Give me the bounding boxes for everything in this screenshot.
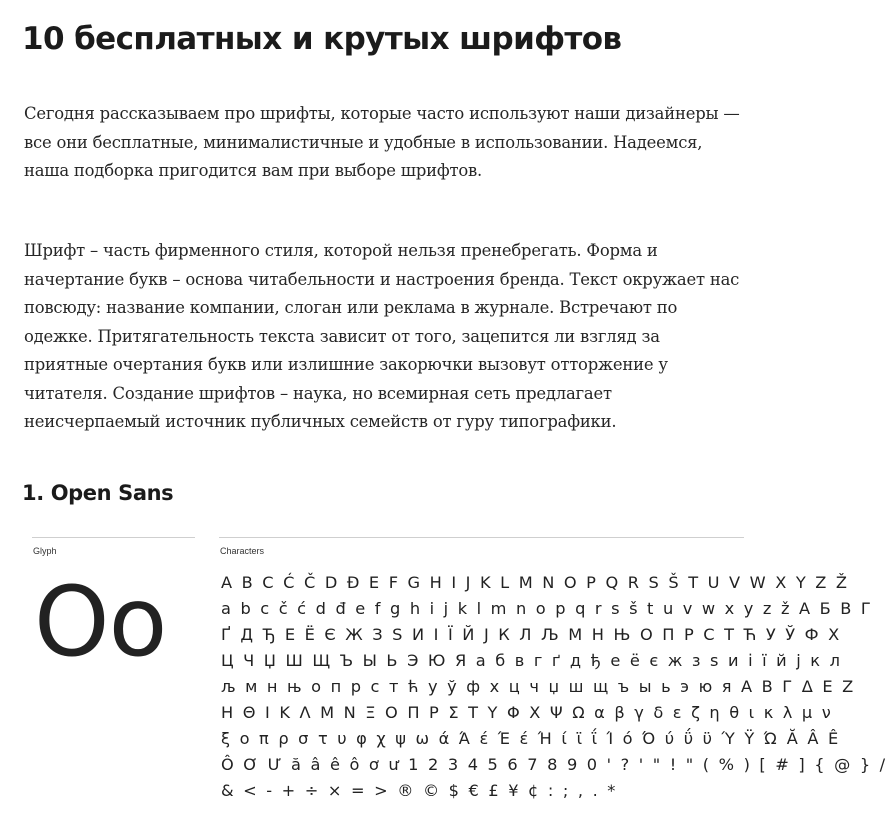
glyph-divider [32, 537, 195, 538]
characters-label: Characters [220, 546, 265, 556]
page-title: 10 бесплатных и крутых шрифтов [22, 21, 622, 57]
character-row: Ґ Д Ђ Е Ё Є Ж З Ѕ И І Ї Й Ј К Л Љ М Н Њ О П Р С Т Ћ У Ў Ф Х [221, 625, 842, 644]
section-heading-open-sans: 1. Open Sans [22, 481, 174, 505]
body-paragraph: Шрифт – часть фирменного стиля, которой нельзя пренебрегать. Форма и начертание букв – основа читабельности и настроения бренда. Текст окружает нас повсюду: название компании, слоган или реклама в журнале. Встречают по одежке. Притягательность текста зависит от того, зацепится ли взгляд за приятные очертания букв или излишние закорючки вызовут отторжение у читателя. Создание шрифтов – наука, но всемирная сеть предлагает неисчерпаемый источник публичных семейств от гуру типографики. [24, 241, 740, 431]
character-row: ξ ο π ρ σ τ υ φ χ ψ ω ά Ά έ Έ έ Ή ί ϊ ΐ Ί ό Ό ύ ΰ ϋ Ύ Ϋ Ώ Ă Â Ê [221, 729, 841, 748]
character-row: Ц Ч Џ Ш Щ Ъ Ы Ь Э Ю Я а б в г ґ д ђ е ё є ж з ѕ и і ї й ј к л [221, 651, 843, 670]
character-set [221, 570, 887, 804]
character-row: A B C Ć Č D Đ E F G H I J K L M N O P Q R S Š T U V W X Y Z Ž [221, 573, 850, 592]
character-row: љ м н њ о п р с т ћ у ў ф х ц ч џ ш щ ъ ы ь э ю я А В Г Δ Ε Ζ [221, 677, 856, 696]
font-specimen-image [0, 530, 887, 824]
intro-paragraph: Сегодня рассказываем про шрифты, которые часто используют наши дизайнеры — все они бесплатные, минималистичные и удобные в использовании. Надеемся, наша подборка пригодится вам при выборе шрифтов. [24, 104, 740, 180]
character-row: Ô Ơ Ư ă â ê ô ơ ư 1 2 3 4 5 6 7 8 9 0 ' ? ' " ! " ( % ) [ # ] { @ } / [221, 755, 887, 774]
character-row: a b c č ć d đ e f g h i j k l m n o p q r s š t u v w x y z ž А Б В Г [221, 599, 873, 618]
glyph-label: Glyph [33, 546, 57, 556]
characters-divider [219, 537, 744, 538]
character-row: & < - + ÷ × = > ® © $ € £ ¥ ¢ : ; , . * [221, 781, 618, 800]
glyph-sample: Oo [34, 566, 167, 678]
character-row: Η Θ Ι Κ Λ Μ Ν Ξ Ο Π Ρ Σ Τ Υ Φ Χ Ψ Ω α β γ δ ε ζ η θ ι κ λ μ ν [221, 703, 834, 722]
